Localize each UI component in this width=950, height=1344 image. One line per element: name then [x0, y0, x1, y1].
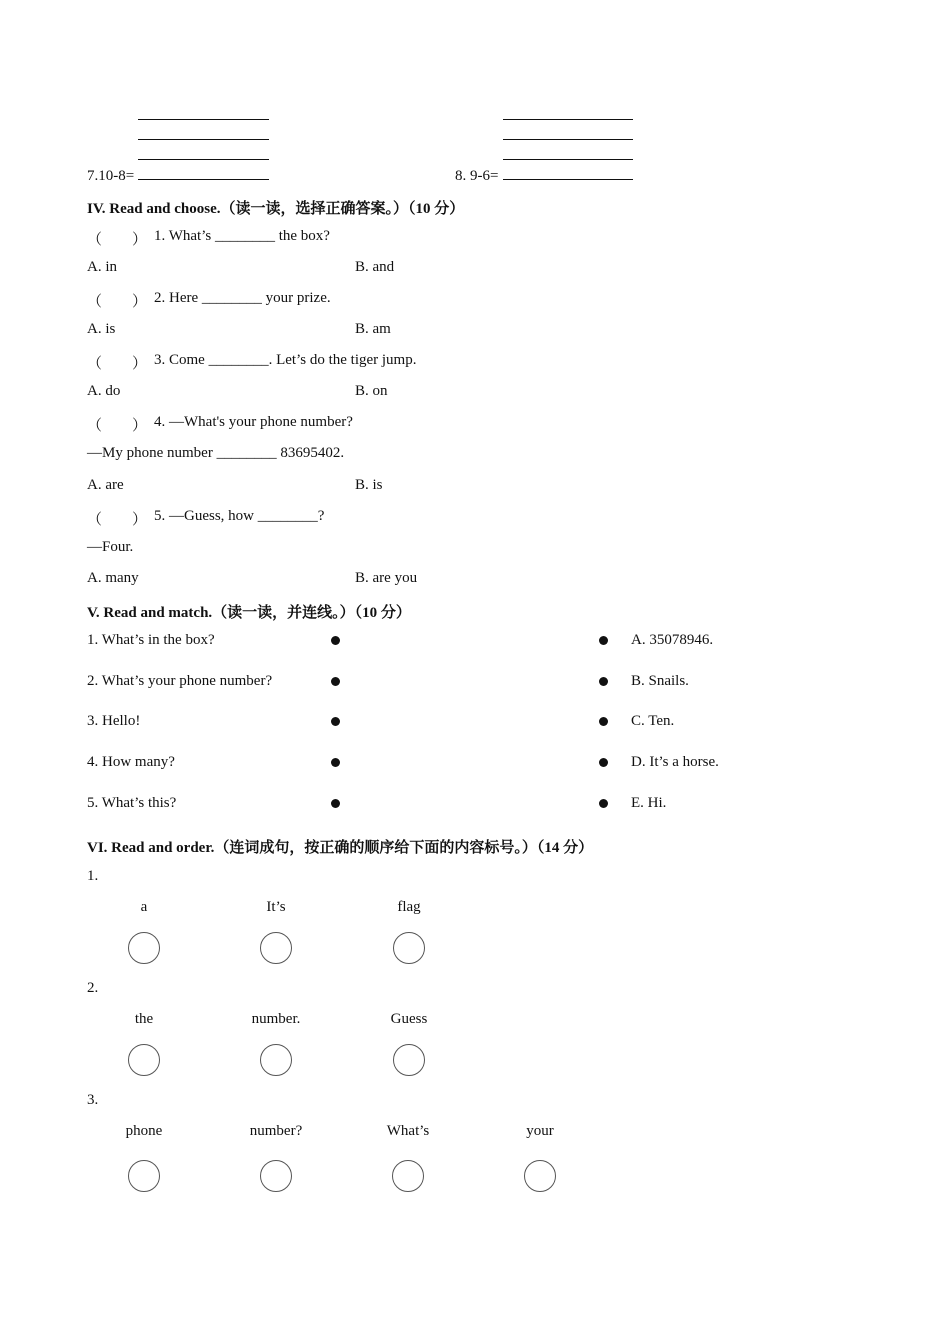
option-b: B. am	[355, 321, 391, 337]
section-5-title: V. Read and match.	[87, 605, 213, 621]
option-b: B. is	[355, 477, 383, 493]
order-group-number: 3.	[87, 1092, 99, 1108]
order-word: flag	[397, 899, 421, 915]
match-left-item: 3. Hello!	[87, 713, 141, 729]
answer-line	[503, 119, 633, 120]
answer-bracket[interactable]: （ ）	[87, 418, 148, 434]
answer-bracket[interactable]: （ ）	[87, 356, 148, 372]
order-word: your	[526, 1123, 554, 1139]
question-3: 3. Come ________. Let’s do the tiger jump.	[154, 352, 417, 368]
math-question-8: 8. 9-6=	[455, 168, 499, 184]
answer-line	[138, 119, 269, 120]
order-number-circle[interactable]	[128, 932, 160, 964]
answer-line	[503, 139, 633, 140]
order-number-circle[interactable]	[260, 1160, 292, 1192]
option-a: A. do	[87, 383, 121, 399]
match-right-item: A. 35078946.	[631, 632, 714, 648]
match-left-item: 2. What’s your phone number?	[87, 673, 273, 689]
option-a: A. is	[87, 321, 116, 337]
option-b: B. are you	[355, 570, 418, 586]
option-b: B. on	[355, 383, 388, 399]
match-dot-left[interactable]	[331, 799, 340, 808]
question-4-reply: —My phone number ________ 83695402.	[87, 445, 345, 461]
section-5-title-cn: （读一读，并连线。）（10 分）	[212, 605, 411, 621]
order-word: phone	[125, 1123, 163, 1139]
match-right-item: C. Ten.	[631, 713, 675, 729]
order-word: It’s	[266, 899, 286, 915]
order-number-circle[interactable]	[393, 932, 425, 964]
order-number-circle[interactable]	[128, 1044, 160, 1076]
order-word: number.	[251, 1011, 301, 1027]
section-5-heading	[87, 601, 411, 622]
order-number-circle[interactable]	[392, 1160, 424, 1192]
answer-bracket[interactable]: （ ）	[87, 232, 148, 248]
order-number-circle[interactable]	[524, 1160, 556, 1192]
question-4: 4. —What's your phone number?	[154, 414, 353, 430]
match-dot-left[interactable]	[331, 717, 340, 726]
match-left-item: 1. What’s in the box?	[87, 632, 215, 648]
option-a: A. many	[87, 570, 139, 586]
option-a: A. in	[87, 259, 117, 275]
order-group-number: 1.	[87, 868, 99, 884]
option-a: A. are	[87, 477, 124, 493]
match-right-item: E. Hi.	[631, 795, 667, 811]
section-6-title-cn: （连词成句，按正确的顺序给下面的内容标号。）（14 分）	[214, 840, 594, 856]
order-group-number: 2.	[87, 980, 99, 996]
section-6-heading	[87, 836, 593, 857]
match-dot-right[interactable]	[599, 677, 608, 686]
match-dot-right[interactable]	[599, 717, 608, 726]
match-dot-left[interactable]	[331, 758, 340, 767]
match-dot-right[interactable]	[599, 636, 608, 645]
answer-line	[138, 139, 269, 140]
section-4-heading	[87, 197, 464, 218]
match-dot-right[interactable]	[599, 799, 608, 808]
math-question-7: 7.10-8=	[87, 168, 135, 184]
match-left-item: 4. How many?	[87, 754, 175, 770]
answer-line	[503, 159, 633, 160]
answer-line	[138, 159, 269, 160]
order-number-circle[interactable]	[260, 1044, 292, 1076]
question-2: 2. Here ________ your prize.	[154, 290, 331, 306]
section-4-title: IV. Read and choose.	[87, 201, 221, 217]
order-word: the	[134, 1011, 154, 1027]
match-left-item: 5. What’s this?	[87, 795, 177, 811]
answer-bracket[interactable]: （ ）	[87, 294, 148, 310]
order-word: a	[140, 899, 148, 915]
match-dot-left[interactable]	[331, 677, 340, 686]
match-dot-right[interactable]	[599, 758, 608, 767]
order-number-circle[interactable]	[393, 1044, 425, 1076]
order-number-circle[interactable]	[128, 1160, 160, 1192]
match-right-item: B. Snails.	[631, 673, 689, 689]
order-word: number?	[249, 1123, 303, 1139]
order-number-circle[interactable]	[260, 932, 292, 964]
order-word: Guess	[390, 1011, 428, 1027]
question-1: 1. What’s ________ the box?	[154, 228, 330, 244]
order-word: What’s	[386, 1123, 430, 1139]
question-5: 5. —Guess, how ________?	[154, 508, 325, 524]
answer-line	[138, 179, 269, 180]
match-right-item: D. It’s a horse.	[631, 754, 719, 770]
answer-line	[503, 179, 633, 180]
question-5-reply: —Four.	[87, 539, 134, 555]
answer-bracket[interactable]: （ ）	[87, 512, 148, 528]
section-6-title: VI. Read and order.	[87, 840, 215, 856]
section-4-title-cn: （读一读，选择正确答案。）（10 分）	[220, 201, 465, 217]
match-dot-left[interactable]	[331, 636, 340, 645]
option-b: B. and	[355, 259, 395, 275]
